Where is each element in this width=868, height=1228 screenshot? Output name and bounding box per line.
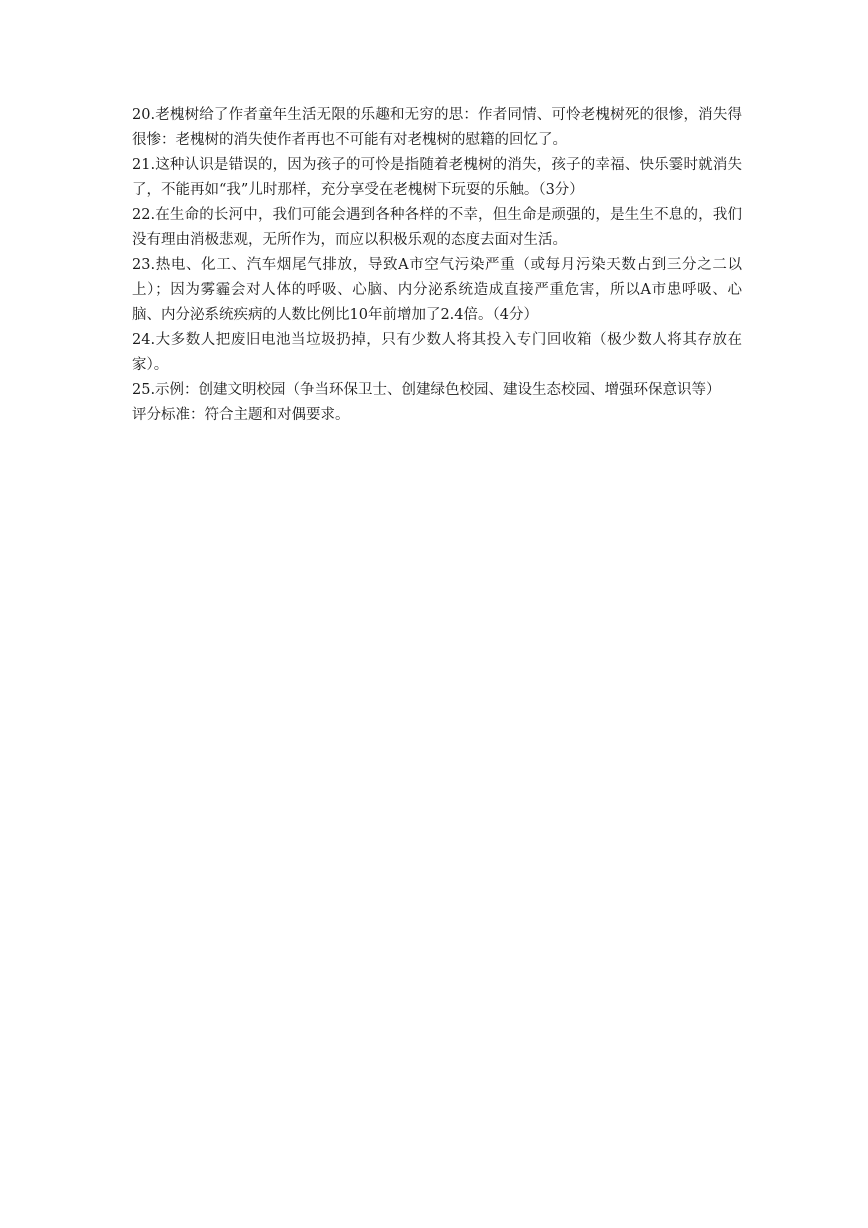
answer-key-content — [132, 103, 742, 428]
answer-20: 20.老槐树给了作者童年生活无限的乐趣和无穷的思：作者同情、可怜老槐树死的很惨，消失得很惨：老槐树的消失使作者再也不可能有对老槐树的慰籍的回忆了。 — [132, 107, 742, 148]
answer-24: 24.大多数人把废旧电池当垃圾扔掉，只有少数人将其投入专门回收箱（极少数人将其存放在家）。 — [132, 332, 742, 373]
answer-21: 21.这种认识是错误的，因为孩子的可怜是指随着老槐树的消失，孩子的幸福、快乐霎时就消失了，不能再如“我”儿时那样，充分享受在老槐树下玩耍的乐触。（3分） — [132, 157, 742, 198]
answer-25: 25.示例：创建文明校园（争当环保卫士、创建绿色校园、建设生态校园、增强环保意识等） — [132, 382, 721, 398]
scoring-criteria: 评分标准：符合主题和对偶要求。 — [132, 407, 350, 423]
answer-23: 23.热电、化工、汽车烟尾气排放，导致A市空气污染严重（或每月污染天数占到三分之二以上）；因为雾霾会对人体的呼吸、心脑、内分泌系统造成直接严重危害，所以A市患呼吸、心脑、内分泌系统疾病的人数比例比10年前增加了2.4倍。（4分） — [132, 257, 742, 323]
answer-22: 22.在生命的长河中，我们可能会遇到各种各样的不幸，但生命是顽强的，是生生不息的，我们没有理由消极悲观，无所作为，而应以积极乐观的态度去面对生活。 — [132, 207, 742, 248]
